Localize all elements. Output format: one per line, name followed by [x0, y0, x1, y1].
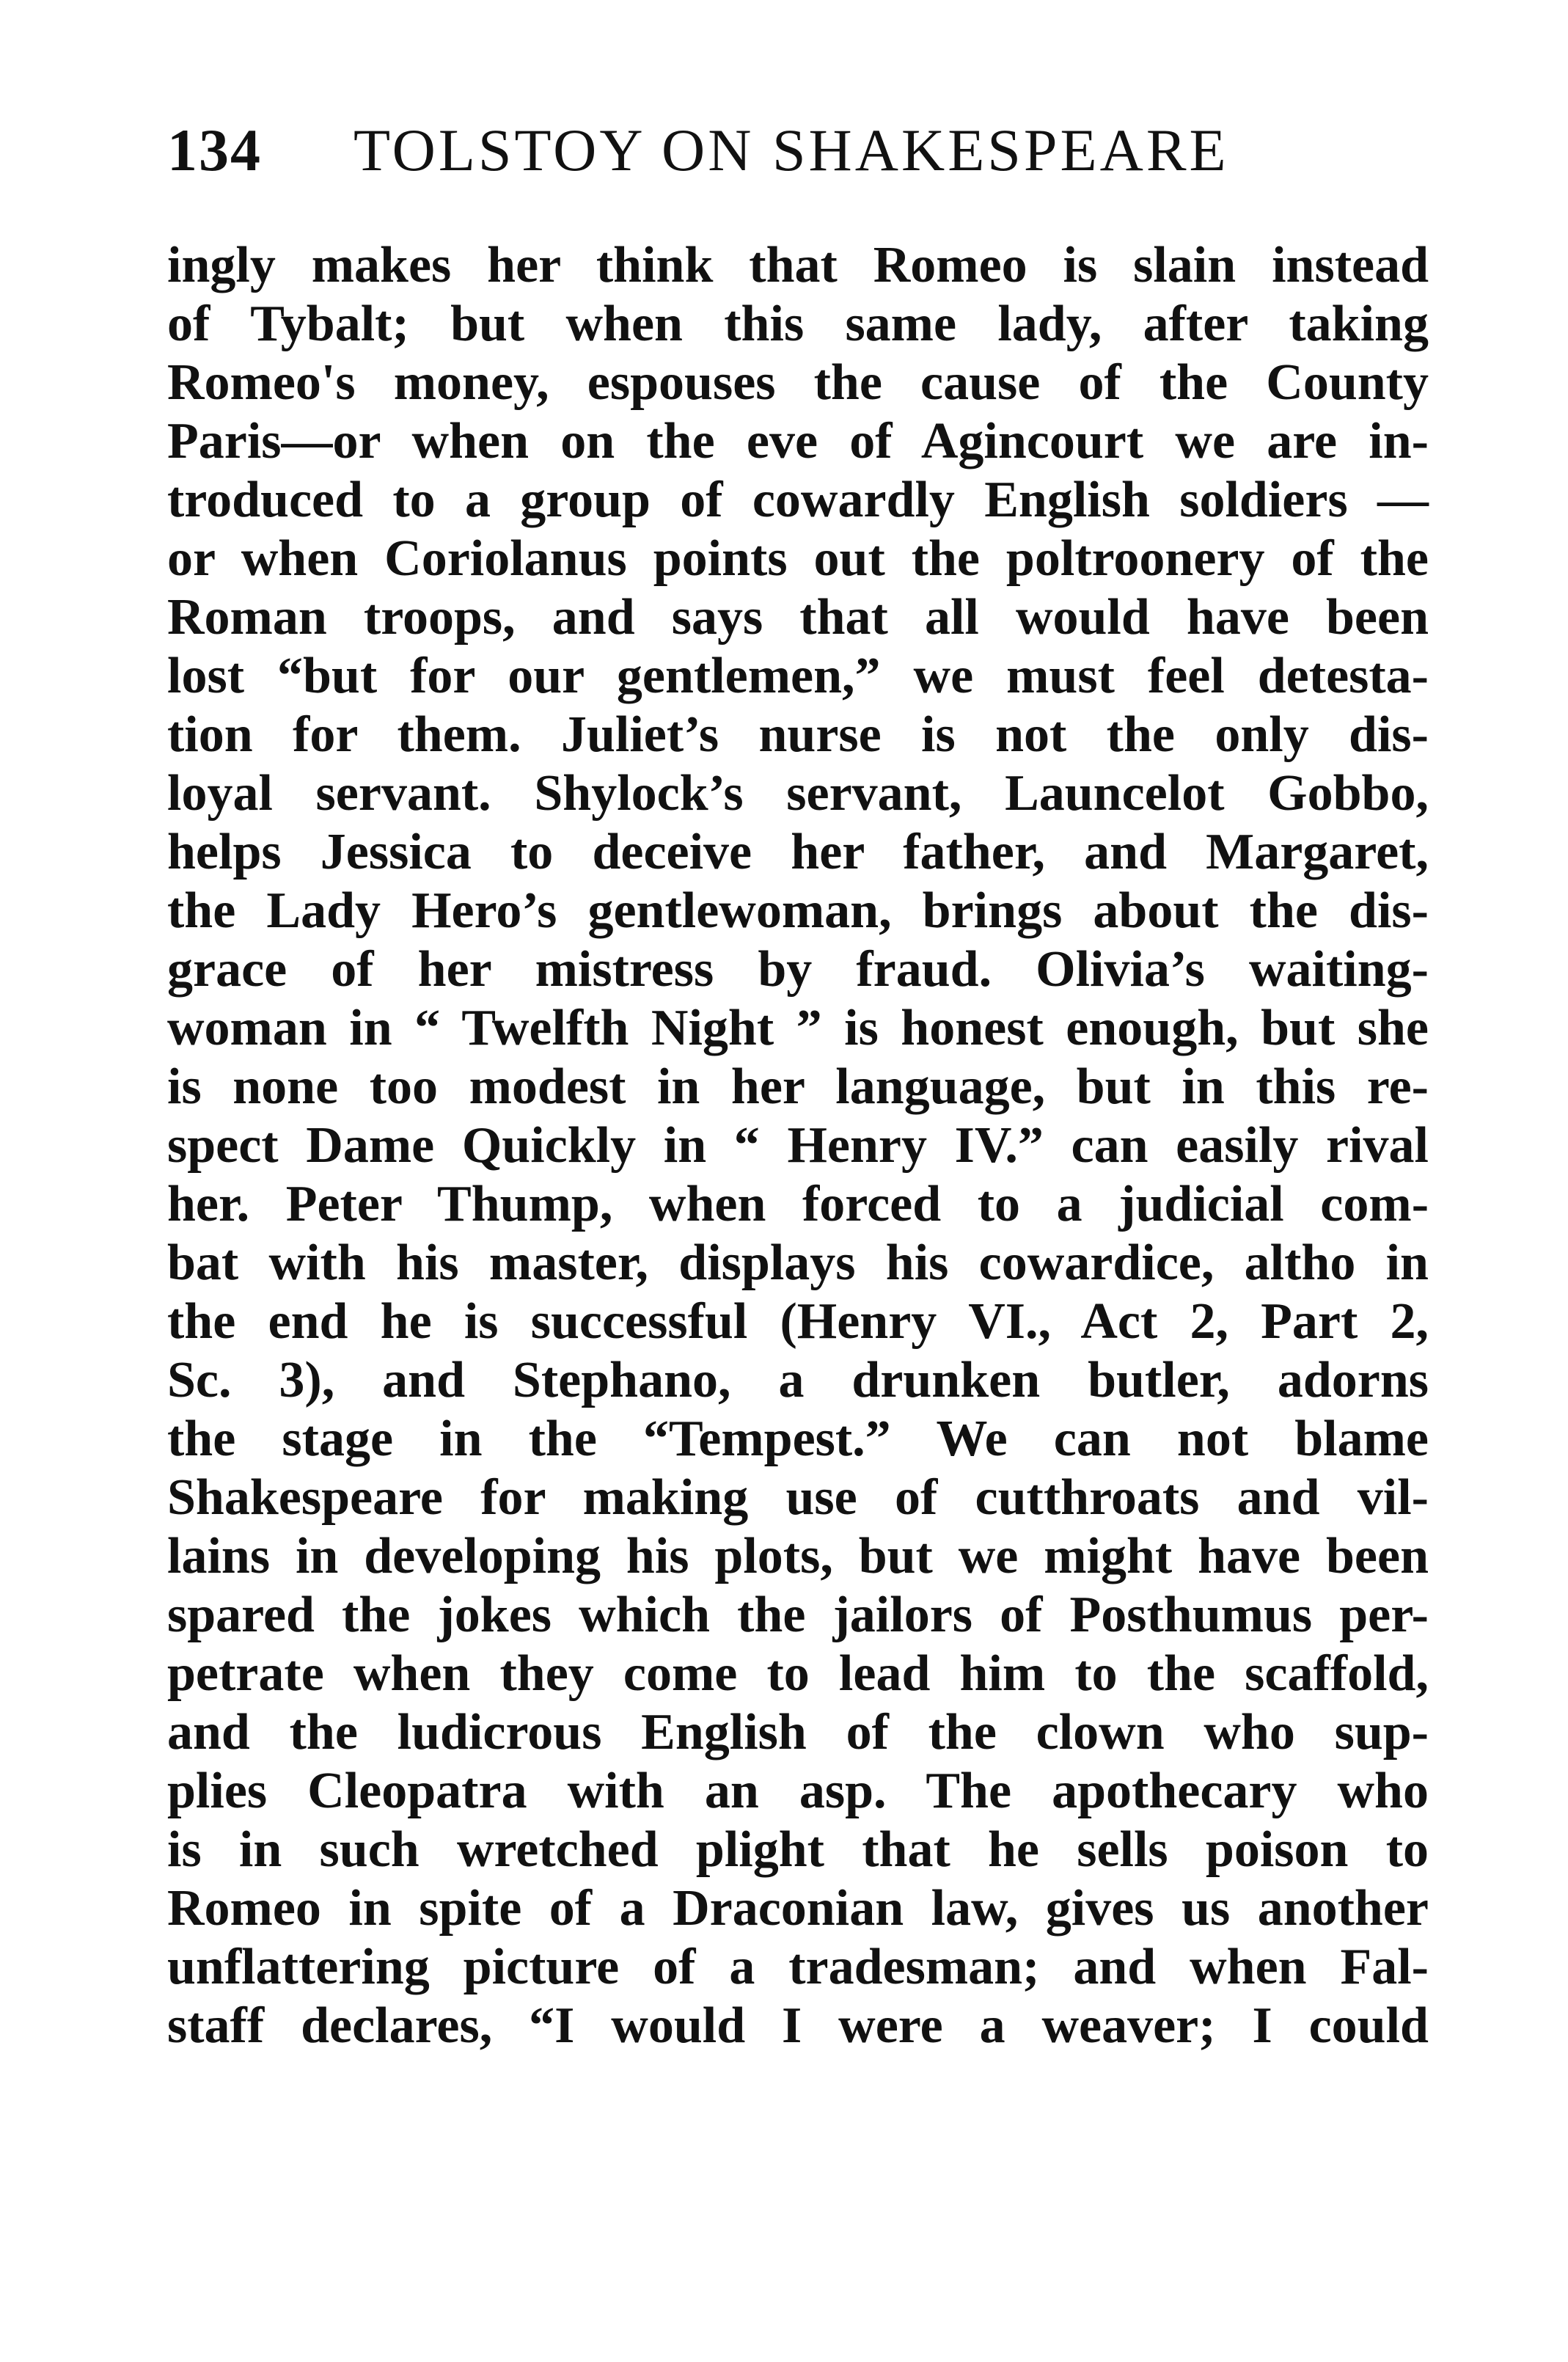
text-line: Shakespeare for making use of cutthroats and vil- — [167, 1469, 1429, 1526]
text-line: tion for them. Juliet’s nurse is not the only dis- — [167, 706, 1429, 763]
text-line: spect Dame Quickly in “ Henry IV.” can easily rival — [167, 1117, 1429, 1174]
text-line: lains in developing his plots, but we might have been — [167, 1528, 1429, 1584]
text-line: ingly makes her think that Romeo is slain instead — [167, 237, 1429, 293]
text-line: the Lady Hero’s gentlewoman, brings about the dis- — [167, 882, 1429, 939]
running-title: TOLSTOY ON SHAKESPEARE — [353, 117, 1229, 183]
text-line: Paris—or when on the eve of Agincourt we are in- — [167, 413, 1429, 469]
text-line: staff declares, “I would I were a weaver; I could — [167, 1997, 1429, 2054]
text-line: the stage in the “Tempest.” We can not blame — [167, 1411, 1429, 1467]
text-line: her. Peter Thump, when forced to a judicial com- — [167, 1176, 1429, 1232]
text-line: or when Coriolanus points out the poltroonery of the — [167, 530, 1429, 587]
text-line: troduced to a group of cowardly English soldiers — — [167, 472, 1429, 528]
text-line: bat with his master, displays his cowardice, altho in — [167, 1235, 1429, 1291]
text-line: Romeo's money, espouses the cause of the County — [167, 354, 1429, 411]
text-line: Roman troops, and says that all would have been — [167, 589, 1429, 646]
text-line: petrate when they come to lead him to the scaffold, — [167, 1645, 1429, 1702]
body-text — [167, 236, 1429, 2055]
text-line: unflattering picture of a tradesman; and when Fal- — [167, 1939, 1429, 1995]
text-line: grace of her mistress by fraud. Olivia’s waiting- — [167, 941, 1429, 998]
text-line: plies Cleopatra with an asp. The apothecary who — [167, 1763, 1429, 1819]
text-line: spared the jokes which the jailors of Posthumus per- — [167, 1587, 1429, 1643]
text-line: the end he is successful (Henry VI., Act 2, Part 2, — [167, 1293, 1429, 1350]
text-line: of Tybalt; but when this same lady, after taking — [167, 296, 1429, 352]
page-number: 134 — [167, 117, 262, 183]
text-line: is in such wretched plight that he sells poison to — [167, 1821, 1429, 1878]
text-line: Sc. 3), and Stephano, a drunken butler, adorns — [167, 1352, 1429, 1408]
text-line: is none too modest in her language, but in this re- — [167, 1058, 1429, 1115]
text-line: loyal servant. Shylock’s servant, Launcelot Gobbo, — [167, 765, 1429, 822]
running-head — [167, 110, 1414, 191]
text-line: and the ludicrous English of the clown who sup- — [167, 1704, 1429, 1760]
text-line: helps Jessica to deceive her father, and Margaret, — [167, 824, 1429, 880]
text-line: woman in “ Twelfth Night ” is honest enough, but she — [167, 1000, 1429, 1056]
text-line: Romeo in spite of a Draconian law, gives us another — [167, 1880, 1429, 1937]
text-line: lost “but for our gentlemen,” we must feel detesta- — [167, 648, 1429, 704]
